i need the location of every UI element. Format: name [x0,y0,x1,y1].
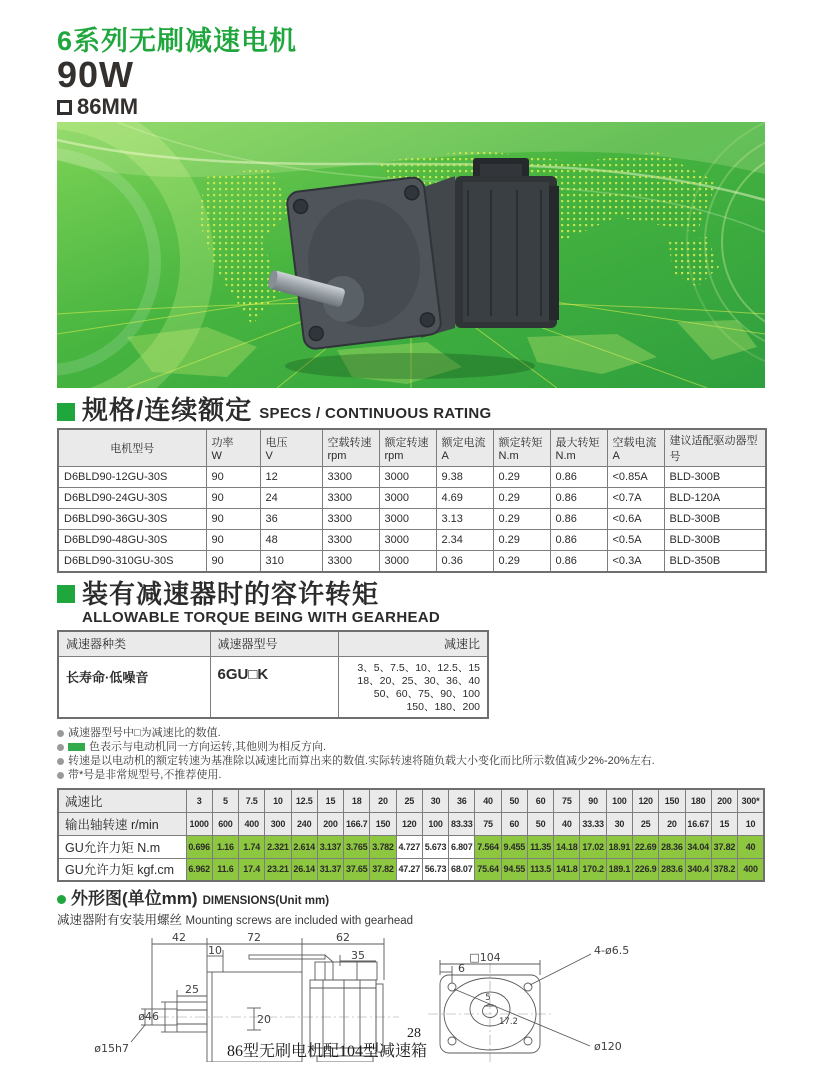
ratio-cell: 90 [580,789,606,812]
green-square-icon [57,585,75,603]
specs-cell: 36 [260,509,322,530]
ratio-cell: 75 [554,789,580,812]
specs-cell: 310 [260,551,322,572]
ratio-cell: 11.35 [527,835,553,858]
gearhead-ratios [338,657,488,719]
ratio-row [58,812,764,835]
ratio-row [58,858,764,881]
bullet-dot-icon [57,730,64,737]
dimensions-title-cn: 外形图(单位mm) [71,889,198,908]
specs-header-cell: 额定转矩 N.m [493,429,550,467]
ratio-cell: 1.74 [239,835,265,858]
ratio-cell: 400 [738,858,764,881]
page-number: 28 [407,1026,421,1041]
gearhead-kind: 长寿命·低噪音 [58,657,210,719]
note-text: 转速是以电动机的额定转速为基准除以减速比而算出来的数值.实际转速将随负载大小变化而比所示数值减少2%-20%左右. [68,755,655,767]
specs-cell: D6BLD90-24GU-30S [58,488,206,509]
specs-cell: 3300 [322,488,379,509]
specs-cell: 9.38 [436,467,493,488]
dim-holes: 4-ø6.5 [594,944,630,957]
page-content [57,0,765,1062]
ratio-torque-table [57,788,765,882]
ratio-cell: 56.73 [422,858,448,881]
ratio-cell: 283.6 [659,858,685,881]
specs-cell: BLD-300B [664,530,766,551]
specs-cell: 3000 [379,551,436,572]
ratio-cell: 20 [659,812,685,835]
specs-cell: 0.86 [550,509,607,530]
specs-cell: 3300 [322,551,379,572]
specs-header-cell: 电压 V [260,429,322,467]
ratio-cell: 15 [317,789,343,812]
dimension-labels [94,931,629,1055]
specs-cell: 0.36 [436,551,493,572]
note-item [57,754,765,768]
ratio-cell: 100 [422,812,448,835]
ratio-cell: 9.455 [501,835,527,858]
footer-note: 86型无刷电机配104型减速箱 [227,1043,428,1060]
ratio-cell: 3 [186,789,212,812]
gearhead-section-heading [57,578,765,626]
banner-art [57,122,765,388]
specs-cell: 90 [206,488,260,509]
ratio-cell: 25 [633,812,659,835]
specs-header-cell: 空载电流 A [607,429,664,467]
note-text: 带*号是非常规型号,不推荐使用. [68,769,222,781]
specs-header-cell: 额定电流 A [436,429,493,467]
specs-row [58,509,766,530]
dim-key-height: 17.2 [499,1017,518,1027]
dim-20: 20 [257,1013,271,1026]
dim-10: 10 [208,944,222,957]
ratio-cell: 0.696 [186,835,212,858]
dim-6: 6 [458,962,465,975]
ratio-cell: 28.36 [659,835,685,858]
power-title: 90W [57,54,135,95]
ratio-cell: 37.65 [344,858,370,881]
ratio-cell: 94.55 [501,858,527,881]
ratio-row-label: 输出轴转速 r/min [58,812,186,835]
gearhead-data-row [58,657,488,719]
specs-row [58,530,766,551]
ratio-cell: 30 [422,789,448,812]
specs-cell: <0.7A [607,488,664,509]
ratio-line: 150、180、200 [406,701,480,713]
dim-dia15h7: ø15h7 [94,1042,129,1055]
specs-cell: 0.29 [493,551,550,572]
ratio-cell: 75.64 [475,858,501,881]
ratio-cell: 40 [738,835,764,858]
specs-section-heading [57,397,765,423]
ratio-cell: 68.07 [449,858,475,881]
ratio-row-label: GU允许力矩 kgf.cm [58,858,186,881]
ratio-cell: 340.4 [685,858,711,881]
ratio-cell: 400 [239,812,265,835]
ratio-cell: 170.2 [580,858,606,881]
specs-cell: 3000 [379,488,436,509]
ratio-row [58,835,764,858]
specs-cell: 3300 [322,530,379,551]
dim-dia120: ø120 [594,1040,622,1053]
dim-42: 42 [172,931,186,944]
product-banner [57,122,765,388]
specs-row [58,488,766,509]
specs-cell: 0.29 [493,509,550,530]
square-outline-icon [57,100,72,115]
specs-cell: 0.86 [550,488,607,509]
ratio-table-body [58,789,764,881]
series-title: 6系列无刷减速电机 [57,26,298,56]
ratio-cell: 200 [317,812,343,835]
specs-cell: 0.86 [550,467,607,488]
specs-header-cell: 额定转速 rpm [379,429,436,467]
specs-cell: 12 [260,467,322,488]
ratio-cell: 141.8 [554,858,580,881]
green-dot-icon [57,895,66,904]
specs-header-cell: 空载转速 rpm [322,429,379,467]
gearhead-header-ratio: 减速比 [338,631,488,657]
ratio-cell: 36 [449,789,475,812]
specs-cell: D6BLD90-12GU-30S [58,467,206,488]
specs-cell: <0.85A [607,467,664,488]
dim-35: 35 [351,949,365,962]
specs-cell: D6BLD90-36GU-30S [58,509,206,530]
specs-cell: 3300 [322,509,379,530]
ratio-cell: 17.4 [239,858,265,881]
specs-cell: 3300 [322,467,379,488]
ratio-cell: 150 [370,812,396,835]
ratio-cell: 166.7 [344,812,370,835]
ratio-cell: 378.2 [711,858,737,881]
ratio-cell: 37.82 [711,835,737,858]
ratio-row-label: 减速比 [58,789,186,812]
ratio-line: 3、5、7.5、10、12.5、15 [357,662,480,674]
specs-table [57,428,767,573]
ratio-cell: 18 [344,789,370,812]
ratio-line: 18、20、25、30、36、40 [357,675,480,687]
dim-dia46: ø46 [138,1010,159,1023]
dim-key-width: 5 [485,993,491,1003]
specs-header-cell: 电机型号 [58,429,206,467]
specs-cell: 24 [260,488,322,509]
green-direction-swatch [68,743,85,751]
frame-size-row [57,94,765,120]
dim-72: 72 [247,931,261,944]
specs-cell: 2.34 [436,530,493,551]
dim-25: 25 [185,983,199,996]
specs-cell: 48 [260,530,322,551]
ratio-cell: 16.67 [685,812,711,835]
ratio-cell: 37.82 [370,858,396,881]
specs-row [58,551,766,572]
specs-cell: 0.86 [550,551,607,572]
specs-header-cell: 功率 W [206,429,260,467]
ratio-cell: 1000 [186,812,212,835]
bullet-dot-icon [57,772,64,779]
ratio-cell: 60 [527,789,553,812]
ratio-cell: 5 [212,789,238,812]
ratio-cell: 25 [396,789,422,812]
ratio-cell: 6.962 [186,858,212,881]
ratio-cell: 3.782 [370,835,396,858]
ratio-cell: 40 [554,812,580,835]
dimensions-heading [57,890,765,908]
specs-header-cell: 建议适配驱动器型号 [664,429,766,467]
specs-cell: 4.69 [436,488,493,509]
bullet-dot-icon [57,758,64,765]
ratio-line: 50、60、75、90、100 [373,688,480,700]
front-view-drawing [428,954,591,1062]
ratio-cell: 31.37 [317,858,343,881]
ratio-cell: 120 [633,789,659,812]
notes-list [57,726,765,782]
ratio-cell: 2.614 [291,835,317,858]
specs-cell: <0.5A [607,530,664,551]
dim-sq104: □104 [469,951,501,964]
note-text: 减速器型号中□为减速比的数值. [68,727,221,739]
note-item [57,740,765,754]
ratio-cell: 7.564 [475,835,501,858]
ratio-cell: 34.04 [685,835,711,858]
ratio-cell: 113.5 [527,858,553,881]
ratio-cell: 240 [291,812,317,835]
ratio-cell: 300* [738,789,764,812]
ratio-cell: 4.727 [396,835,422,858]
specs-cell: 3000 [379,467,436,488]
ratio-row [58,789,764,812]
specs-cell: BLD-350B [664,551,766,572]
ratio-cell: 50 [501,789,527,812]
bullet-dot-icon [57,744,64,751]
specs-row [58,467,766,488]
specs-title-en: SPECS / CONTINUOUS RATING [259,405,492,422]
ratio-cell: 600 [212,812,238,835]
ratio-cell: 3.137 [317,835,343,858]
specs-cell: D6BLD90-310GU-30S [58,551,206,572]
note-text: 色表示与电动机同一方向运转,其他则为相反方向. [89,741,327,753]
ratio-cell: 20 [370,789,396,812]
note-item [57,768,765,782]
dim-62: 62 [336,931,350,944]
ratio-cell: 189.1 [606,858,632,881]
ratio-cell: 6.807 [449,835,475,858]
ratio-cell: 30 [606,812,632,835]
specs-cell: BLD-300B [664,509,766,530]
ratio-cell: 150 [659,789,685,812]
ratio-cell: 15 [711,812,737,835]
ratio-cell: 14.18 [554,835,580,858]
dimensions-subtitle-cn: 减速器附有安装用螺丝 [57,913,183,927]
ratio-cell: 11.6 [212,858,238,881]
specs-cell: BLD-300B [664,467,766,488]
specs-cell: BLD-120A [664,488,766,509]
ratio-cell: 22.69 [633,835,659,858]
ratio-cell: 100 [606,789,632,812]
specs-cell: 90 [206,467,260,488]
dimensions-title-en: DIMENSIONS(Unit mm) [202,895,330,907]
ratio-cell: 10 [738,812,764,835]
note-item [57,726,765,740]
specs-cell: 0.29 [493,530,550,551]
ratio-cell: 1.16 [212,835,238,858]
specs-title-cn: 规格/连续额定 [82,395,253,425]
gearhead-title-en: ALLOWABLE TORQUE BEING WITH GEARHEAD [82,608,441,626]
specs-header-row [58,429,766,467]
dimensions-subtitle-en: Mounting screws are included with gearhead [185,915,414,927]
ratio-cell: 3.765 [344,835,370,858]
gearhead-table [57,630,489,720]
gearhead-header-row [58,631,488,657]
specs-cell: D6BLD90-48GU-30S [58,530,206,551]
ratio-cell: 75 [475,812,501,835]
green-square-icon [57,403,75,421]
ratio-cell: 18.91 [606,835,632,858]
specs-cell: 3.13 [436,509,493,530]
specs-cell: <0.6A [607,509,664,530]
specs-cell: 90 [206,530,260,551]
ratio-row-label: GU允许力矩 N.m [58,835,186,858]
specs-cell: 0.29 [493,467,550,488]
ratio-cell: 60 [501,812,527,835]
gearhead-model: 6GU□K [210,657,338,719]
ratio-cell: 40 [475,789,501,812]
gearhead-header-model: 减速器型号 [210,631,338,657]
ratio-cell: 23.21 [265,858,291,881]
ratio-cell: 180 [685,789,711,812]
ratio-cell: 226.9 [633,858,659,881]
ratio-cell: 10 [265,789,291,812]
ratio-cell: 200 [711,789,737,812]
ratio-cell: 300 [265,812,291,835]
ratio-cell: 47.27 [396,858,422,881]
gearhead-header-kind: 减速器种类 [58,631,210,657]
specs-cell: 3000 [379,530,436,551]
specs-cell: 90 [206,551,260,572]
ratio-cell: 2.321 [265,835,291,858]
ratio-cell: 5.673 [422,835,448,858]
specs-cell: <0.3A [607,551,664,572]
ratio-cell: 50 [527,812,553,835]
dimensions-subtitle [57,910,765,928]
specs-table-body [58,467,766,572]
ratio-cell: 83.33 [449,812,475,835]
ratio-cell: 33.33 [580,812,606,835]
specs-cell: 90 [206,509,260,530]
specs-table-head [58,429,766,467]
frame-size: 86MM [77,94,139,119]
ratio-cell: 7.5 [239,789,265,812]
specs-cell: 3000 [379,509,436,530]
ratio-cell: 26.14 [291,858,317,881]
specs-cell: 0.86 [550,530,607,551]
gearhead-title-cn: 装有减速器时的容许转矩 [82,578,380,609]
ratio-cell: 17.02 [580,835,606,858]
ratio-cell: 120 [396,812,422,835]
specs-cell: 0.29 [493,488,550,509]
specs-header-cell: 最大转矩 N.m [550,429,607,467]
ratio-cell: 12.5 [291,789,317,812]
